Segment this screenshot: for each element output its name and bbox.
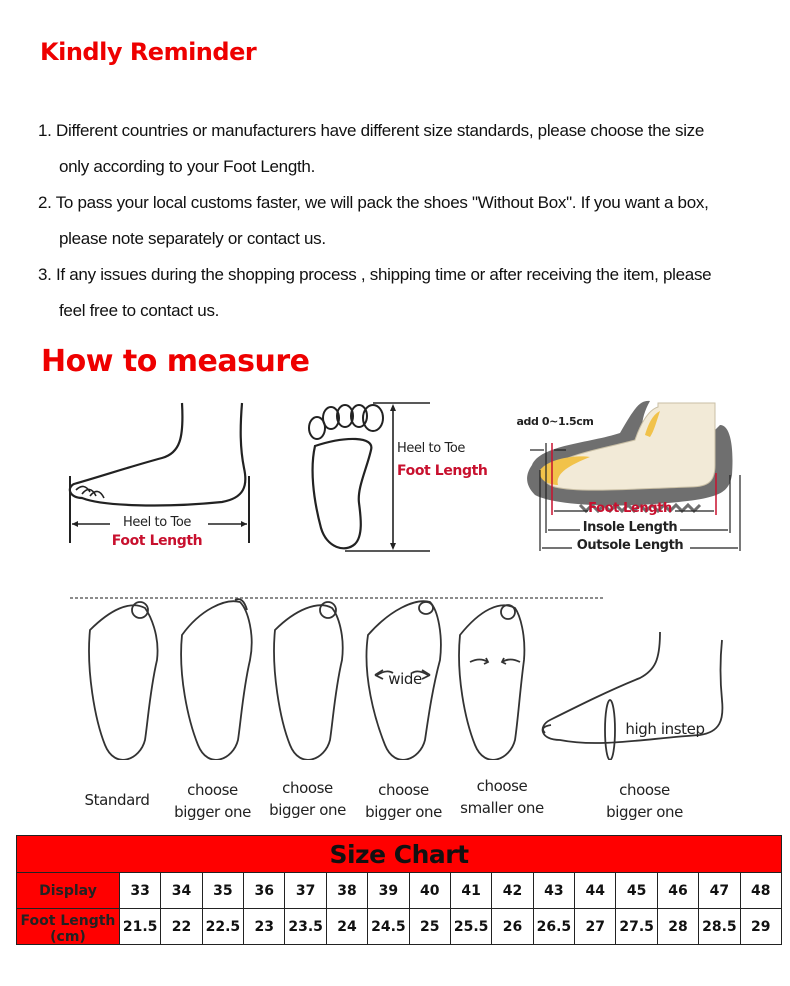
foot-type-3-line1: choose	[282, 779, 333, 797]
foot-length-cell: 22.5	[202, 909, 243, 945]
wide-annotation: wide	[388, 670, 422, 688]
reminder-item-3-line2: feel free to contact us.	[59, 301, 220, 320]
reminder-item-2-line2: please note separately or contact us.	[59, 229, 326, 248]
foot-length-cell: 24	[326, 909, 367, 945]
shoe-foot-length-label: Foot Length	[588, 501, 672, 516]
foot-type-2-caption	[165, 779, 260, 823]
foot-length-cell: 25	[409, 909, 450, 945]
reminder-item-2-line1: 2. To pass your local customs faster, we will pack the shoes "Without Box". If you want a box,	[38, 193, 709, 212]
display-size-cell: 45	[616, 873, 657, 909]
reminder-list	[38, 113, 778, 329]
foot-type-2-line2: bigger one	[174, 803, 251, 821]
high-instep-annotation: high instep	[625, 720, 705, 738]
foot-type-4-line2: bigger one	[365, 803, 442, 821]
display-size-cell: 39	[368, 873, 409, 909]
reminder-item-2	[38, 185, 778, 257]
foot-type-high-instep-caption	[597, 779, 692, 823]
foot-length-cell: 26.5	[533, 909, 574, 945]
foot-length-cell: 23	[244, 909, 285, 945]
display-size-cell: 37	[285, 873, 326, 909]
display-size-cell: 41	[450, 873, 491, 909]
foot-type-wide-caption	[356, 779, 451, 823]
outsole-length-label: Outsole Length	[576, 538, 684, 553]
display-size-cell: 40	[409, 873, 450, 909]
reminder-item-3-line1: 3. If any issues during the shopping process , shipping time or after receiving the item, please	[38, 265, 712, 284]
side-view-heel-to-toe-label: Heel to Toe	[123, 515, 191, 530]
foot-length-cell: 21.5	[119, 909, 160, 945]
insole-length-label: Insole Length	[582, 520, 678, 535]
foot-type-4-line1: choose	[378, 781, 429, 799]
display-size-cell: 34	[161, 873, 202, 909]
size-chart-title: Size Chart	[17, 836, 782, 873]
display-size-cell: 48	[740, 873, 781, 909]
display-size-cell: 33	[119, 873, 160, 909]
display-size-cell: 36	[244, 873, 285, 909]
foot-type-6-line1: choose	[619, 781, 670, 799]
foot-length-cell: 29	[740, 909, 781, 945]
reminder-item-1	[38, 113, 778, 185]
foot-length-cell: 28.5	[699, 909, 740, 945]
foot-type-3-line2: bigger one	[269, 801, 346, 819]
foot-length-cell: 25.5	[450, 909, 491, 945]
foot-type-6-line2: bigger one	[606, 803, 683, 821]
foot-length-cell: 27.5	[616, 909, 657, 945]
foot-length-cell: 24.5	[368, 909, 409, 945]
reminder-item-3	[38, 257, 778, 329]
display-size-cell: 42	[492, 873, 533, 909]
sole-view-heel-to-toe-label: Heel to Toe	[397, 441, 465, 456]
foot-length-cell: 27	[575, 909, 616, 945]
foot-type-5-line1: choose	[476, 777, 528, 795]
foot-length-row	[17, 909, 782, 945]
sole-view-foot-diagram	[305, 398, 500, 558]
foot-type-5-line2: smaller one	[460, 799, 544, 817]
foot-length-row-label	[17, 909, 120, 945]
side-view-foot-diagram	[62, 398, 262, 558]
display-size-row	[17, 873, 782, 909]
foot-length-cell: 23.5	[285, 909, 326, 945]
display-size-cell: 35	[202, 873, 243, 909]
display-row-label: Display	[17, 873, 120, 909]
display-size-cell: 47	[699, 873, 740, 909]
size-chart-table	[16, 835, 782, 945]
display-size-cell: 43	[533, 873, 574, 909]
foot-type-2-line1: choose	[187, 781, 238, 799]
kindly-reminder-heading: Kindly Reminder	[40, 38, 257, 66]
foot-length-cell: 22	[161, 909, 202, 945]
side-view-foot-length-label: Foot Length	[111, 533, 203, 549]
foot-length-cell: 28	[657, 909, 698, 945]
foot-type-standard-caption	[72, 789, 162, 811]
foot-type-narrow-caption	[452, 775, 552, 819]
display-size-cell: 44	[575, 873, 616, 909]
shoe-cross-section-diagram	[510, 395, 750, 560]
reminder-item-1-line1: 1. Different countries or manufacturers have different size standards, please choose the size	[38, 121, 705, 140]
foot-type-1-line1: Standard	[84, 791, 150, 809]
foot-type-3-caption	[260, 777, 355, 821]
sole-view-foot-length-label: Foot Length	[397, 463, 488, 479]
foot-length-cell: 26	[492, 909, 533, 945]
display-size-cell: 46	[657, 873, 698, 909]
how-to-measure-heading: How to measure	[41, 344, 310, 379]
display-size-cell: 38	[326, 873, 367, 909]
add-allowance-label: add 0~1.5cm	[516, 415, 594, 428]
foot-length-label-text: Foot Length (cm)	[20, 912, 116, 944]
reminder-item-1-line2: only according to your Foot Length.	[59, 157, 315, 176]
